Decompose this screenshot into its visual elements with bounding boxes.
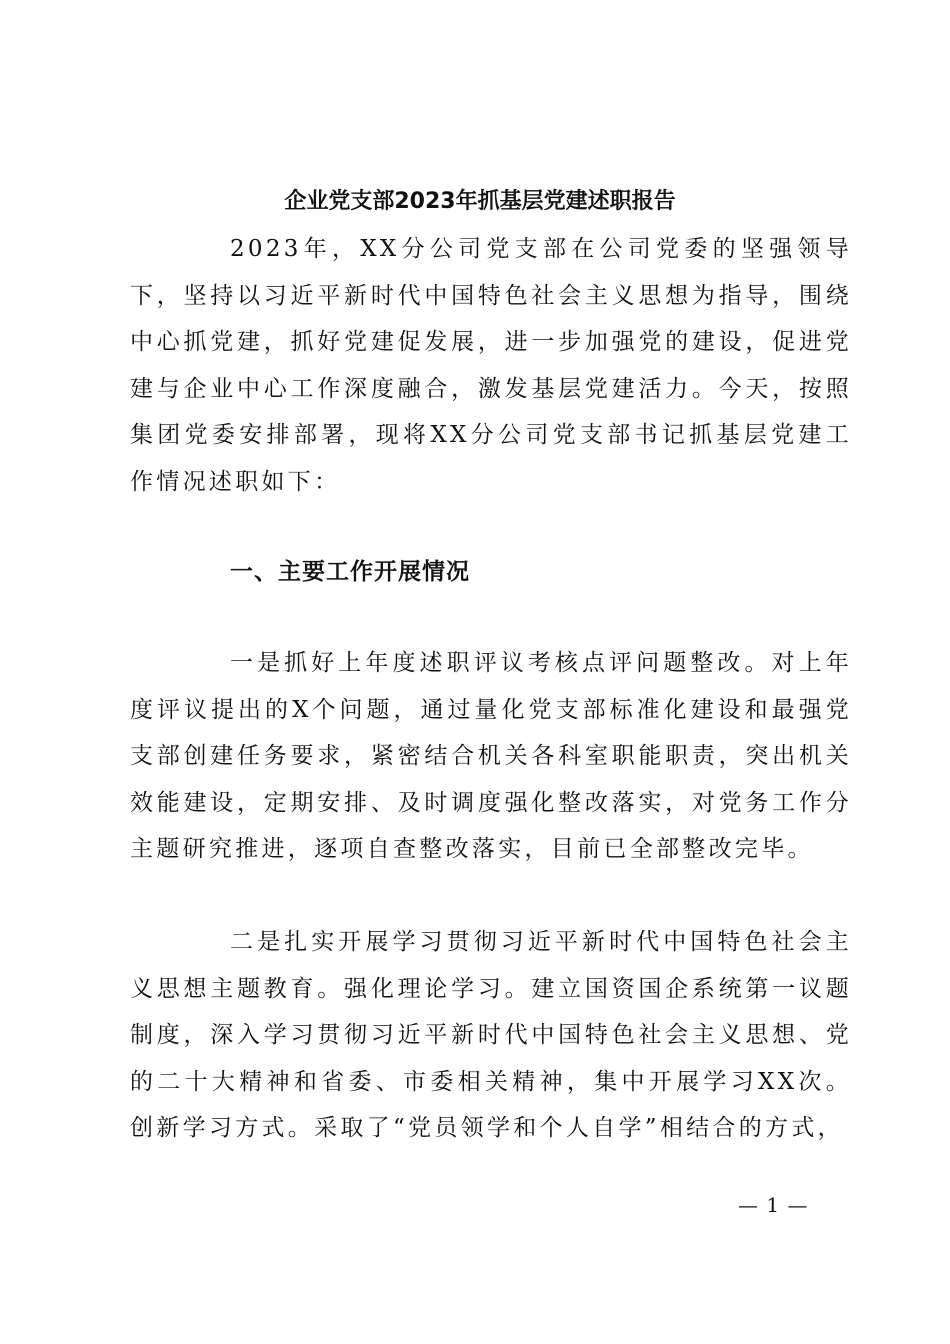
body-paragraph-1: 一是抓好上年度述职评议考核点评问题整改。对上年度评议提出的X个问题，通过量化党支部标准化建设和最强党支部创建任务要求，紧密结合机关各科室职能职责，突出机关效能建设，定期安排、及时调度强化整改落实，对党务工作分主题研究推进，逐项自查整改落实，目前已全部整改完毕。: [130, 650, 852, 862]
intro-paragraph: 2023年，XX分公司党支部在公司党委的坚强领导下，坚持以习近平新时代中国特色社会主义思想为指导，围绕中心抓党建，抓好党建促发展，进一步加强党的建设，促进党建与企业中心工作深度融合，激发基层党建活力。今天，按照集团党委安排部署，现将XX分公司党支部书记抓基层党建工作情况述职如下：: [130, 236, 852, 495]
body-paragraph-2: 二是扎实开展学习贯彻习近平新时代中国特色社会主义思想主题教育。强化理论学习。建立国资国企系统第一议题制度，深入学习贯彻习近平新时代中国特色社会主义思想、党的二十大精神和省委、市委相关精神，集中开展学习XX次。创新学习方式。采取了“党员领学和个人自学”相结合的方式，: [130, 929, 852, 1141]
page-number: — 1 —: [738, 1193, 809, 1217]
document-title: 企业党支部2023年抓基层党建述职报告: [284, 189, 676, 214]
section-heading: 一、主要工作开展情况: [230, 559, 470, 585]
